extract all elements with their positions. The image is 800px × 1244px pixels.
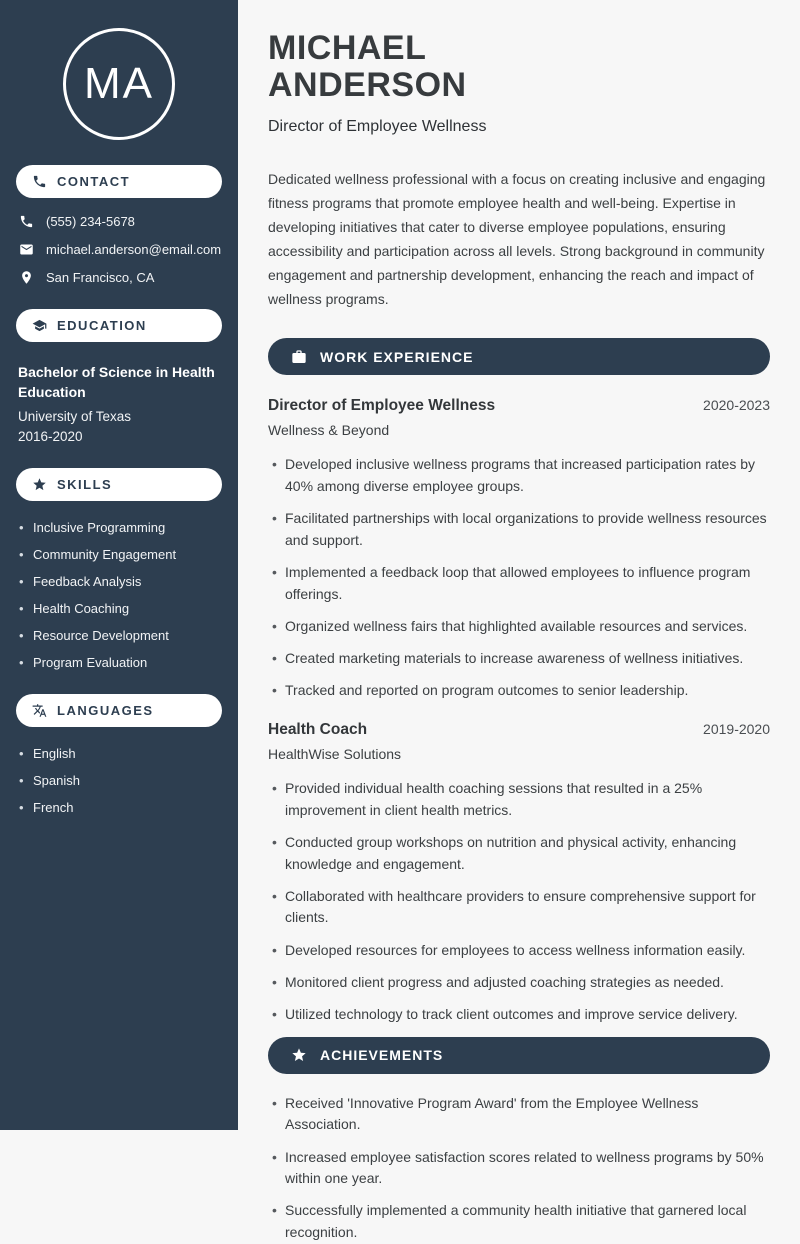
contact-email-value: michael.anderson@email.com — [46, 242, 222, 257]
contact-phone-value: (555) 234-5678 — [46, 214, 135, 229]
job-header — [268, 397, 770, 415]
skill-item: • Inclusive Programming — [19, 520, 222, 535]
education-degree: Bachelor of Science in Health Education — [18, 364, 215, 400]
job-title: Health Coach — [268, 720, 368, 738]
language-item: • French — [19, 800, 222, 815]
person-title: Director of Employee Wellness — [268, 117, 487, 135]
job-dates: 2020-2023 — [703, 397, 770, 414]
job-bullet: • Organized wellness fairs that highlighted available resources and services. — [272, 616, 770, 638]
job-entry — [268, 397, 770, 702]
job-bullet: • Developed resources for employees to access wellness information easily. — [272, 940, 770, 962]
education-school: University of Texas — [18, 409, 132, 425]
education-years: 2016-2020 — [18, 429, 83, 445]
work-experience-section-header — [268, 338, 770, 375]
achievements-section-header — [268, 1037, 770, 1074]
person-name-line2: ANDERSON — [268, 66, 467, 105]
language-item: • Spanish — [19, 773, 222, 788]
job-bullet: • Facilitated partnerships with local organizations to provide wellness resources and support. — [272, 508, 770, 551]
star-icon — [32, 477, 47, 492]
job-bullet: • Provided individual health coaching sessions that resulted in a 25% improvement in client health metrics. — [272, 778, 770, 821]
education-section-label: EDUCATION — [57, 318, 147, 333]
person-name — [268, 30, 770, 105]
achievements-section-label: ACHIEVEMENTS — [320, 1047, 444, 1064]
resume-main — [238, 0, 800, 1241]
avatar — [63, 28, 175, 140]
skill-item: • Feedback Analysis — [19, 574, 222, 589]
job-company: Wellness & Beyond — [268, 422, 390, 439]
job-bullet: • Utilized technology to track client outcomes and improve service delivery. — [272, 1004, 770, 1026]
job-title: Director of Employee Wellness — [268, 397, 496, 415]
contact-location-row — [16, 270, 222, 285]
job-bullet: • Collaborated with healthcare providers to ensure comprehensive support for clients. — [272, 886, 770, 929]
skill-item: • Community Engagement — [19, 547, 222, 562]
summary-paragraph: Dedicated wellness professional with a focus on creating inclusive and engaging fitness programs that promote employee health and well-being. Expertise in developing initiatives that cater to diverse employee populations, ensuring accessibility and participation across all levels. Strong background in community engagement and partnership development, enhancing the reach and impact of wellness programs. — [268, 170, 766, 308]
job-bullet-list — [272, 778, 770, 1026]
job-company: HealthWise Solutions — [268, 745, 402, 762]
languages-list — [16, 746, 222, 815]
achievements-list — [272, 1093, 770, 1244]
phone-icon — [19, 214, 34, 229]
languages-section-header — [16, 694, 222, 727]
job-bullet: • Developed inclusive wellness programs that increased participation rates by 40% among diverse employee groups. — [272, 454, 770, 497]
achievement-bullet: • Increased employee satisfaction scores related to wellness programs by 50% within one year. — [272, 1147, 770, 1190]
location-icon — [19, 270, 34, 285]
contact-list — [16, 214, 222, 285]
person-name-line1: MICHAEL — [268, 29, 427, 67]
work-experience-section-label: WORK EXPERIENCE — [320, 348, 474, 365]
job-dates: 2019-2020 — [703, 720, 770, 737]
skill-item: • Program Evaluation — [19, 655, 222, 670]
skill-item: • Health Coaching — [19, 601, 222, 616]
sidebar — [0, 0, 238, 1130]
avatar-initials: MA — [84, 59, 154, 108]
job-bullet: • Implemented a feedback loop that allowed employees to influence program offerings. — [272, 562, 770, 605]
contact-email-row — [16, 242, 222, 257]
job-header — [268, 721, 770, 739]
languages-section-label: LANGUAGES — [57, 703, 154, 719]
star-icon — [291, 1047, 307, 1063]
translate-icon — [32, 703, 47, 718]
job-entry — [268, 721, 770, 1026]
job-bullet: • Monitored client progress and adjusted coaching strategies as needed. — [272, 972, 770, 994]
skill-item: • Resource Development — [19, 628, 222, 643]
skills-list — [16, 520, 222, 670]
phone-icon — [32, 174, 47, 189]
education-section-header — [16, 309, 222, 342]
briefcase-icon — [291, 349, 307, 365]
language-item: • English — [19, 746, 222, 761]
skills-section-label: SKILLS — [57, 477, 113, 493]
achievement-bullet: • Successfully implemented a community health initiative that garnered local recognition. — [272, 1200, 770, 1243]
contact-section-label: CONTACT — [57, 174, 131, 189]
achievement-bullet: • Received 'Innovative Program Award' from the Employee Wellness Association. — [272, 1093, 770, 1136]
job-bullet: • Conducted group workshops on nutrition and physical activity, enhancing knowledge and engagement. — [272, 832, 770, 875]
skills-section-header — [16, 468, 222, 501]
graduation-cap-icon — [32, 318, 47, 333]
contact-phone-row — [16, 214, 222, 229]
contact-section-header — [16, 165, 222, 198]
job-bullet-list — [272, 454, 770, 702]
email-icon — [19, 242, 34, 257]
contact-location-value: San Francisco, CA — [46, 270, 155, 285]
avatar-wrap — [16, 28, 222, 140]
job-bullet: • Tracked and reported on program outcomes to senior leadership. — [272, 680, 770, 702]
job-bullet: • Created marketing materials to increase awareness of wellness initiatives. — [272, 648, 770, 670]
